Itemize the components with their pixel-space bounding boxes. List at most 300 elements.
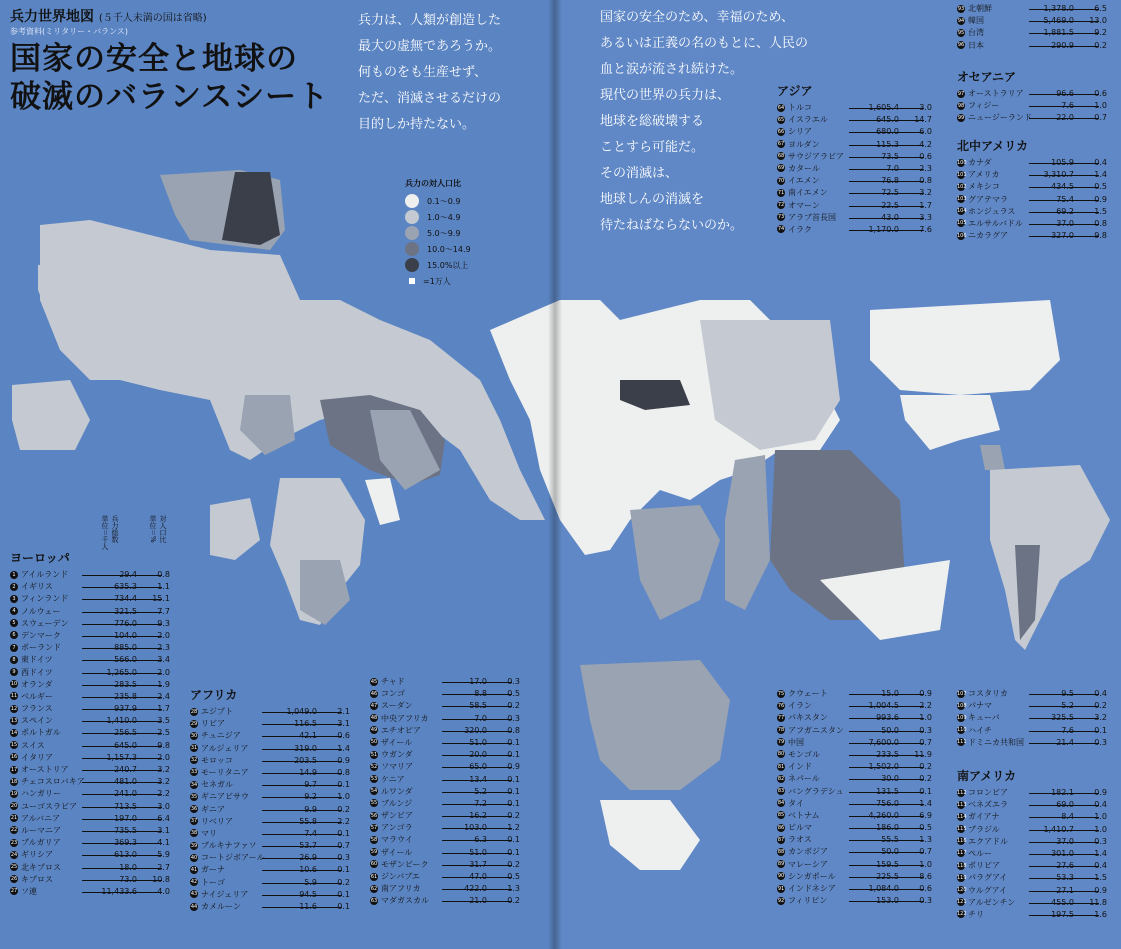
ratio-value: 0.9 [337,755,350,765]
country-name: 西ドイツ [21,667,53,677]
list-item [10,874,170,886]
ratio-value: 0.2 [337,804,350,814]
troops-value: 645.0 [114,740,137,750]
country-name: キューバ [968,713,1000,723]
country-name: モンゴル [788,749,820,759]
item-number: 44 [190,903,198,910]
troops-value: 9.9 [304,804,317,814]
ratio-value: 3.2 [919,188,932,198]
ratio-value: 1.5 [1094,206,1107,216]
ratio-value: 8.6 [919,871,932,881]
item-number: 80 [777,751,785,758]
list-item [190,743,350,755]
legend-label: 15.0%以上 [427,260,469,270]
list-item [10,788,170,800]
ratio-value: 5.9 [157,850,170,860]
legend-label: 1.0〜4.9 [427,212,461,222]
list-item [777,688,932,700]
country-name: イタリア [21,752,53,762]
troops-value: 51.0 [469,847,487,857]
ratio-value: 4.2 [919,139,932,149]
country-name: ルーマニア [21,825,61,835]
ratio-value: 1.7 [157,704,170,714]
list-item [10,606,170,618]
list-item [957,206,1107,218]
troops-value: 203.5 [294,755,317,765]
ratio-value: 0.8 [919,176,932,186]
item-number: 9 [10,668,18,676]
list-item [10,776,170,788]
ratio-value: 0.5 [507,689,520,699]
ratio-value: 6.0 [919,127,932,137]
item-number: 38 [190,830,198,837]
country-name: フィジー [968,101,1000,111]
country-name: フィンランド [21,594,69,604]
troops-value: 290.9 [1051,40,1074,50]
ratio-value: 3.1 [337,719,350,729]
troops-value: 1,605.4 [868,103,899,112]
item-number: 15 [10,742,18,749]
ratio-value: 11.8 [1089,897,1107,907]
item-number: 90 [777,873,785,880]
legend-label: 5.0〜9.9 [427,228,461,238]
item-number: 107 [957,690,967,697]
ratio-value: 0.2 [507,859,520,869]
item-number: 78 [777,727,785,734]
item-number: 86 [777,824,785,831]
item-number: 72 [777,202,785,208]
item-number: 20 [10,803,18,810]
ratio-value: 1.0 [919,859,932,869]
country-name: シンガポール [788,871,836,881]
ratio-value: 2.2 [157,789,170,799]
list-item [190,791,350,803]
item-number: 51 [370,751,378,758]
item-number: 114 [957,813,967,820]
country-name: ラオス [788,835,812,845]
list-item [957,27,1107,39]
list-item [957,787,1107,799]
ratio-value: 1.4 [919,798,932,808]
list-item [957,3,1107,15]
item-number: 120 [957,887,967,893]
troops-value: 283.5 [114,679,137,689]
ratio-value: 0.1 [507,750,520,760]
ratio-value: 1.3 [919,835,932,845]
troops-value: 37.0 [1056,218,1074,228]
list-title: ヨーロッパ [10,551,70,565]
country-name: フィリピン [788,896,828,906]
list-item [957,712,1107,724]
legend-item [405,225,471,241]
ratio-value: 0.6 [919,151,932,161]
list-item [957,836,1107,848]
ratio-value: 0.2 [337,877,350,887]
list-item [10,715,170,727]
ratio-value: 1.4 [337,743,350,753]
item-number: 49 [370,727,378,734]
country-name: リビア [201,719,225,729]
troops-value: 9.2 [304,792,317,802]
ratio-value: 4.1 [157,838,170,848]
country-name: オマーン [788,200,820,210]
ratio-value: 0.9 [1094,788,1107,797]
troops-value: 645.0 [876,115,899,125]
list-item [370,737,520,749]
item-number: 24 [10,851,18,858]
ratio-value: 1.1 [157,582,170,592]
country-name: ブルキナファソ [201,841,257,851]
troops-value: 103.0 [464,823,487,833]
troops-value: 422.0 [464,884,487,894]
item-number: 21 [10,815,18,822]
list-item [777,102,932,114]
country-name: パラグアイ [968,873,1008,883]
country-name: エクアドル [968,836,1008,846]
list-item [190,840,350,852]
item-number: 53 [370,776,378,782]
country-name: コスタリカ [968,689,1008,698]
country-name: ナイジェリア [201,889,249,899]
country-name: キプロス [21,874,53,884]
troops-value: 153.0 [876,896,899,906]
troops-value: 16.2 [469,811,487,821]
item-number: 29 [190,720,198,727]
list-item [10,849,170,861]
item-number: 95 [957,29,965,36]
troops-value: 301.0 [1051,848,1074,858]
ratio-value: 0.7 [919,737,932,747]
list-item [777,871,932,883]
item-number: 74 [777,226,785,233]
ratio-value: 0.8 [337,767,350,777]
list-item [957,799,1107,811]
item-number: 70 [777,177,785,184]
list-item [10,703,170,715]
list-item [777,200,932,212]
country-name: ベネズエラ [968,800,1008,810]
item-number: 103 [957,196,967,203]
country-name: ブラジル [968,824,1000,834]
troops-value: 566.0 [114,655,137,665]
list-item [957,885,1107,897]
ratio-value: 7.6 [919,224,932,234]
troops-value: 735.5 [114,825,137,835]
item-number: 102 [957,183,967,190]
item-number: 111 [957,739,967,746]
list-item [777,114,932,126]
item-number: 105 [957,220,967,227]
item-number: 85 [777,812,785,819]
ratio-value: 0.6 [337,731,350,741]
country-name: トーゴ [201,877,225,887]
country-name: 台湾 [968,28,984,38]
item-number: 100 [957,159,967,166]
country-name: アメリカ [968,170,1000,180]
item-number: 118 [957,862,967,869]
item-number: 77 [777,714,785,721]
item-number: 6 [10,631,18,639]
ratio-value: 0.1 [919,786,932,796]
troops-value: 327.0 [1051,231,1074,241]
ratio-value: 2.0 [157,752,170,762]
item-number: 34 [190,781,198,788]
list-item [190,706,350,718]
ratio-value: 0.1 [337,780,350,790]
country-name: コンゴ [381,689,405,699]
troops-value: 22.5 [881,200,899,210]
troops-value: 94.5 [299,889,317,899]
country-name: インド [788,762,812,772]
ratio-value: 0.9 [1094,885,1107,895]
item-number: 27 [10,888,18,895]
list-item [10,862,170,874]
country-name: ザンビア [381,811,413,821]
item-number: 88 [777,848,785,855]
country-name: イエメン [788,176,820,186]
poem-left: 兵力は、人類が創造した 最大の虚無であろうか。 何ものをも生産せず、 ただ、消滅させるだけの 目的しか持たない。 [358,13,502,132]
troops-value: 51.0 [469,737,487,747]
item-number: 87 [777,836,785,843]
troops-value: 240.7 [114,765,137,774]
list-item [777,700,932,712]
north-america-region [870,300,1060,470]
ratio-value: 0.9 [507,762,520,772]
ratio-value: 15.1 [152,594,170,604]
item-number: 45 [370,678,378,685]
troops-value: 53.7 [299,841,317,851]
list-item [957,100,1107,112]
troops-value: 11.6 [299,902,317,911]
list-item [10,752,170,764]
column-header-ratio: 対人口比 単位＝% [149,515,167,543]
country-name: オーストリア [21,765,69,774]
ratio-value: 0.3 [337,853,350,863]
legend-swatch [405,258,419,272]
item-number: 101 [957,171,967,178]
list-item [957,40,1107,52]
ratio-value: 9.2 [1094,28,1107,38]
list-item [10,886,170,898]
country-name: ハイチ [968,725,992,735]
ratio-value: 0.1 [507,835,520,845]
list-item [957,824,1107,836]
troops-value: 76.8 [881,176,899,186]
troops-value: 319.0 [294,743,317,753]
poem-right: 国家の安全のため、幸福のため、 あるいは正義の名のもとに、人民の 血と涙が流され続けた。 現代の世界の兵力は、 地球を総破壊する ことすら可能だ。 その消滅は、 地球しんの消滅を 待たねばならないのか。 [600,10,809,233]
country-name: スウェーデン [21,618,69,628]
unit-square [409,278,415,284]
map-legend [405,178,471,289]
troops-value: 1,881.5 [1043,28,1074,38]
ratio-value: 1.0 [919,713,932,723]
list-title: 南アメリカ [957,769,1017,783]
troops-value: 42.1 [299,731,317,741]
country-name: 東ドイツ [21,655,53,665]
troops-value: 7.0 [886,163,899,173]
list-item [957,688,1107,700]
list-item [10,581,170,593]
troops-value: 30.0 [881,774,899,784]
troops-value: 1,502.0 [868,762,899,772]
country-name: イラク [788,224,812,234]
ratio-value: 0.2 [1094,701,1107,711]
page-gutter [548,0,562,949]
country-name: ペルー [968,848,992,858]
list-item [957,181,1107,193]
troops-value: 14.9 [299,767,317,777]
item-number: 60 [370,861,378,868]
ratio-value: 6.9 [919,810,932,820]
troops-value: 31.7 [469,859,487,869]
ratio-value: 0.1 [507,847,520,857]
country-name: 中国 [788,737,804,747]
list-item [777,139,932,151]
troops-value: 7,600.0 [868,737,899,747]
country-name: バングラデシュ [788,786,844,796]
item-number: 68 [777,153,785,160]
item-number: 41 [190,866,198,873]
item-number: 94 [957,17,965,24]
list-namerica1 [957,135,1107,242]
country-name: アルジェリア [201,743,249,753]
ratio-value: 0.7 [1094,113,1107,123]
item-number: 56 [370,812,378,819]
legend-label: 10.0〜14.9 [427,244,471,254]
country-name: ユーゴスラビア [21,801,77,811]
list-item [190,718,350,730]
ratio-value: 0.1 [337,889,350,899]
ratio-value: 1.7 [919,200,932,210]
list-item [190,730,350,742]
troops-value: 58.5 [469,701,487,711]
country-name: フランス [21,704,53,714]
troops-value: 186.0 [876,823,899,833]
item-number: 26 [10,876,18,883]
country-name: カンボジア [788,847,828,857]
item-number: 93 [957,5,965,12]
item-number: 66 [777,128,785,135]
ratio-value: 0.1 [337,828,350,838]
troops-value: 73.0 [119,874,137,884]
troops-value: 9.7 [304,780,317,790]
item-number: 58 [370,836,378,843]
troops-value: 13.4 [469,774,487,784]
troops-value: 8.4 [1061,812,1074,822]
ratio-value: 0.3 [507,713,520,723]
troops-value: 320.0 [464,725,487,735]
country-name: トルコ [788,103,812,112]
legend-label: 0.1〜0.9 [427,196,461,206]
item-number: 82 [777,775,785,782]
troops-value: 75.4 [1056,194,1074,204]
troops-value: 21.0 [469,896,487,906]
item-number: 75 [777,690,785,697]
country-name: オランダ [21,679,53,689]
ratio-value: 3.2 [1094,713,1107,723]
country-name: タイ [788,798,804,808]
ratio-value: 1.0 [337,792,350,802]
list-item [370,774,520,786]
ratio-value: 0.8 [1094,218,1107,228]
troops-value: 116.5 [294,719,317,729]
troops-value: 993.6 [876,713,899,723]
item-number: 7 [10,644,18,652]
item-number: 54 [370,788,378,795]
list-item [10,593,170,605]
item-number: 33 [190,769,198,776]
troops-value: 1,084.0 [868,884,899,893]
troops-value: 197.5 [1051,909,1074,919]
list-item [957,88,1107,100]
country-name: スペイン [21,716,53,726]
country-name: アンゴラ [381,823,413,833]
country-name: ギニア [201,804,225,814]
country-name: ザイール [381,737,413,747]
ratio-value: 0.1 [507,774,520,784]
ratio-value: 2.0 [157,630,170,640]
ratio-value: 0.1 [507,786,520,796]
troops-value: 18.0 [119,862,137,872]
troops-value: 776.0 [114,618,137,628]
troops-value: 21.4 [1056,737,1074,747]
list-item [10,764,170,776]
ratio-value: 3.3 [919,212,932,222]
ratio-value: 0.1 [337,902,350,911]
ratio-value: 0.2 [507,701,520,711]
ratio-value: 2.3 [157,643,170,653]
ratio-value: 9.8 [157,740,170,750]
ratio-value: 3.5 [157,716,170,726]
troops-value: 69.2 [1056,206,1074,216]
country-name: カタール [788,163,820,173]
list-item [370,688,520,700]
legend-unit-label: =1万人 [423,276,451,286]
list-item [777,126,932,138]
country-name: グアテマラ [968,194,1008,204]
ratio-value: 0.7 [337,841,350,851]
ratio-value: 0.2 [919,774,932,784]
ratio-value: 3.2 [157,777,170,787]
item-number: 99 [957,114,965,121]
list-item [777,737,932,749]
item-number: 76 [777,702,785,709]
country-name: メキシコ [968,182,1000,192]
item-number: 57 [370,824,378,831]
country-name: ギニアビサウ [201,792,249,802]
list-item [957,860,1107,872]
item-number: 122 [957,911,967,918]
list-item [10,837,170,849]
main-title-line1: 国家の安全と地球の [10,41,298,77]
country-name: ウルグアイ [968,885,1007,895]
troops-value: 1,378.0 [1043,4,1074,13]
country-name: インドネシア [788,884,836,893]
ratio-value: 0.4 [1094,800,1107,810]
ratio-value: 1.6 [1094,909,1107,919]
troops-value: 50.0 [881,725,899,735]
troops-value: 37.0 [1056,836,1074,846]
ratio-value: 10.8 [152,874,170,884]
troops-value: 481.0 [114,777,137,787]
troops-value: 1,265.0 [106,667,137,677]
list-item [777,725,932,737]
item-number: 8 [10,656,18,664]
country-name: 北朝鮮 [968,4,992,13]
item-number: 5 [10,619,18,627]
troops-value: 613.0 [114,850,137,860]
list-item [10,727,170,739]
